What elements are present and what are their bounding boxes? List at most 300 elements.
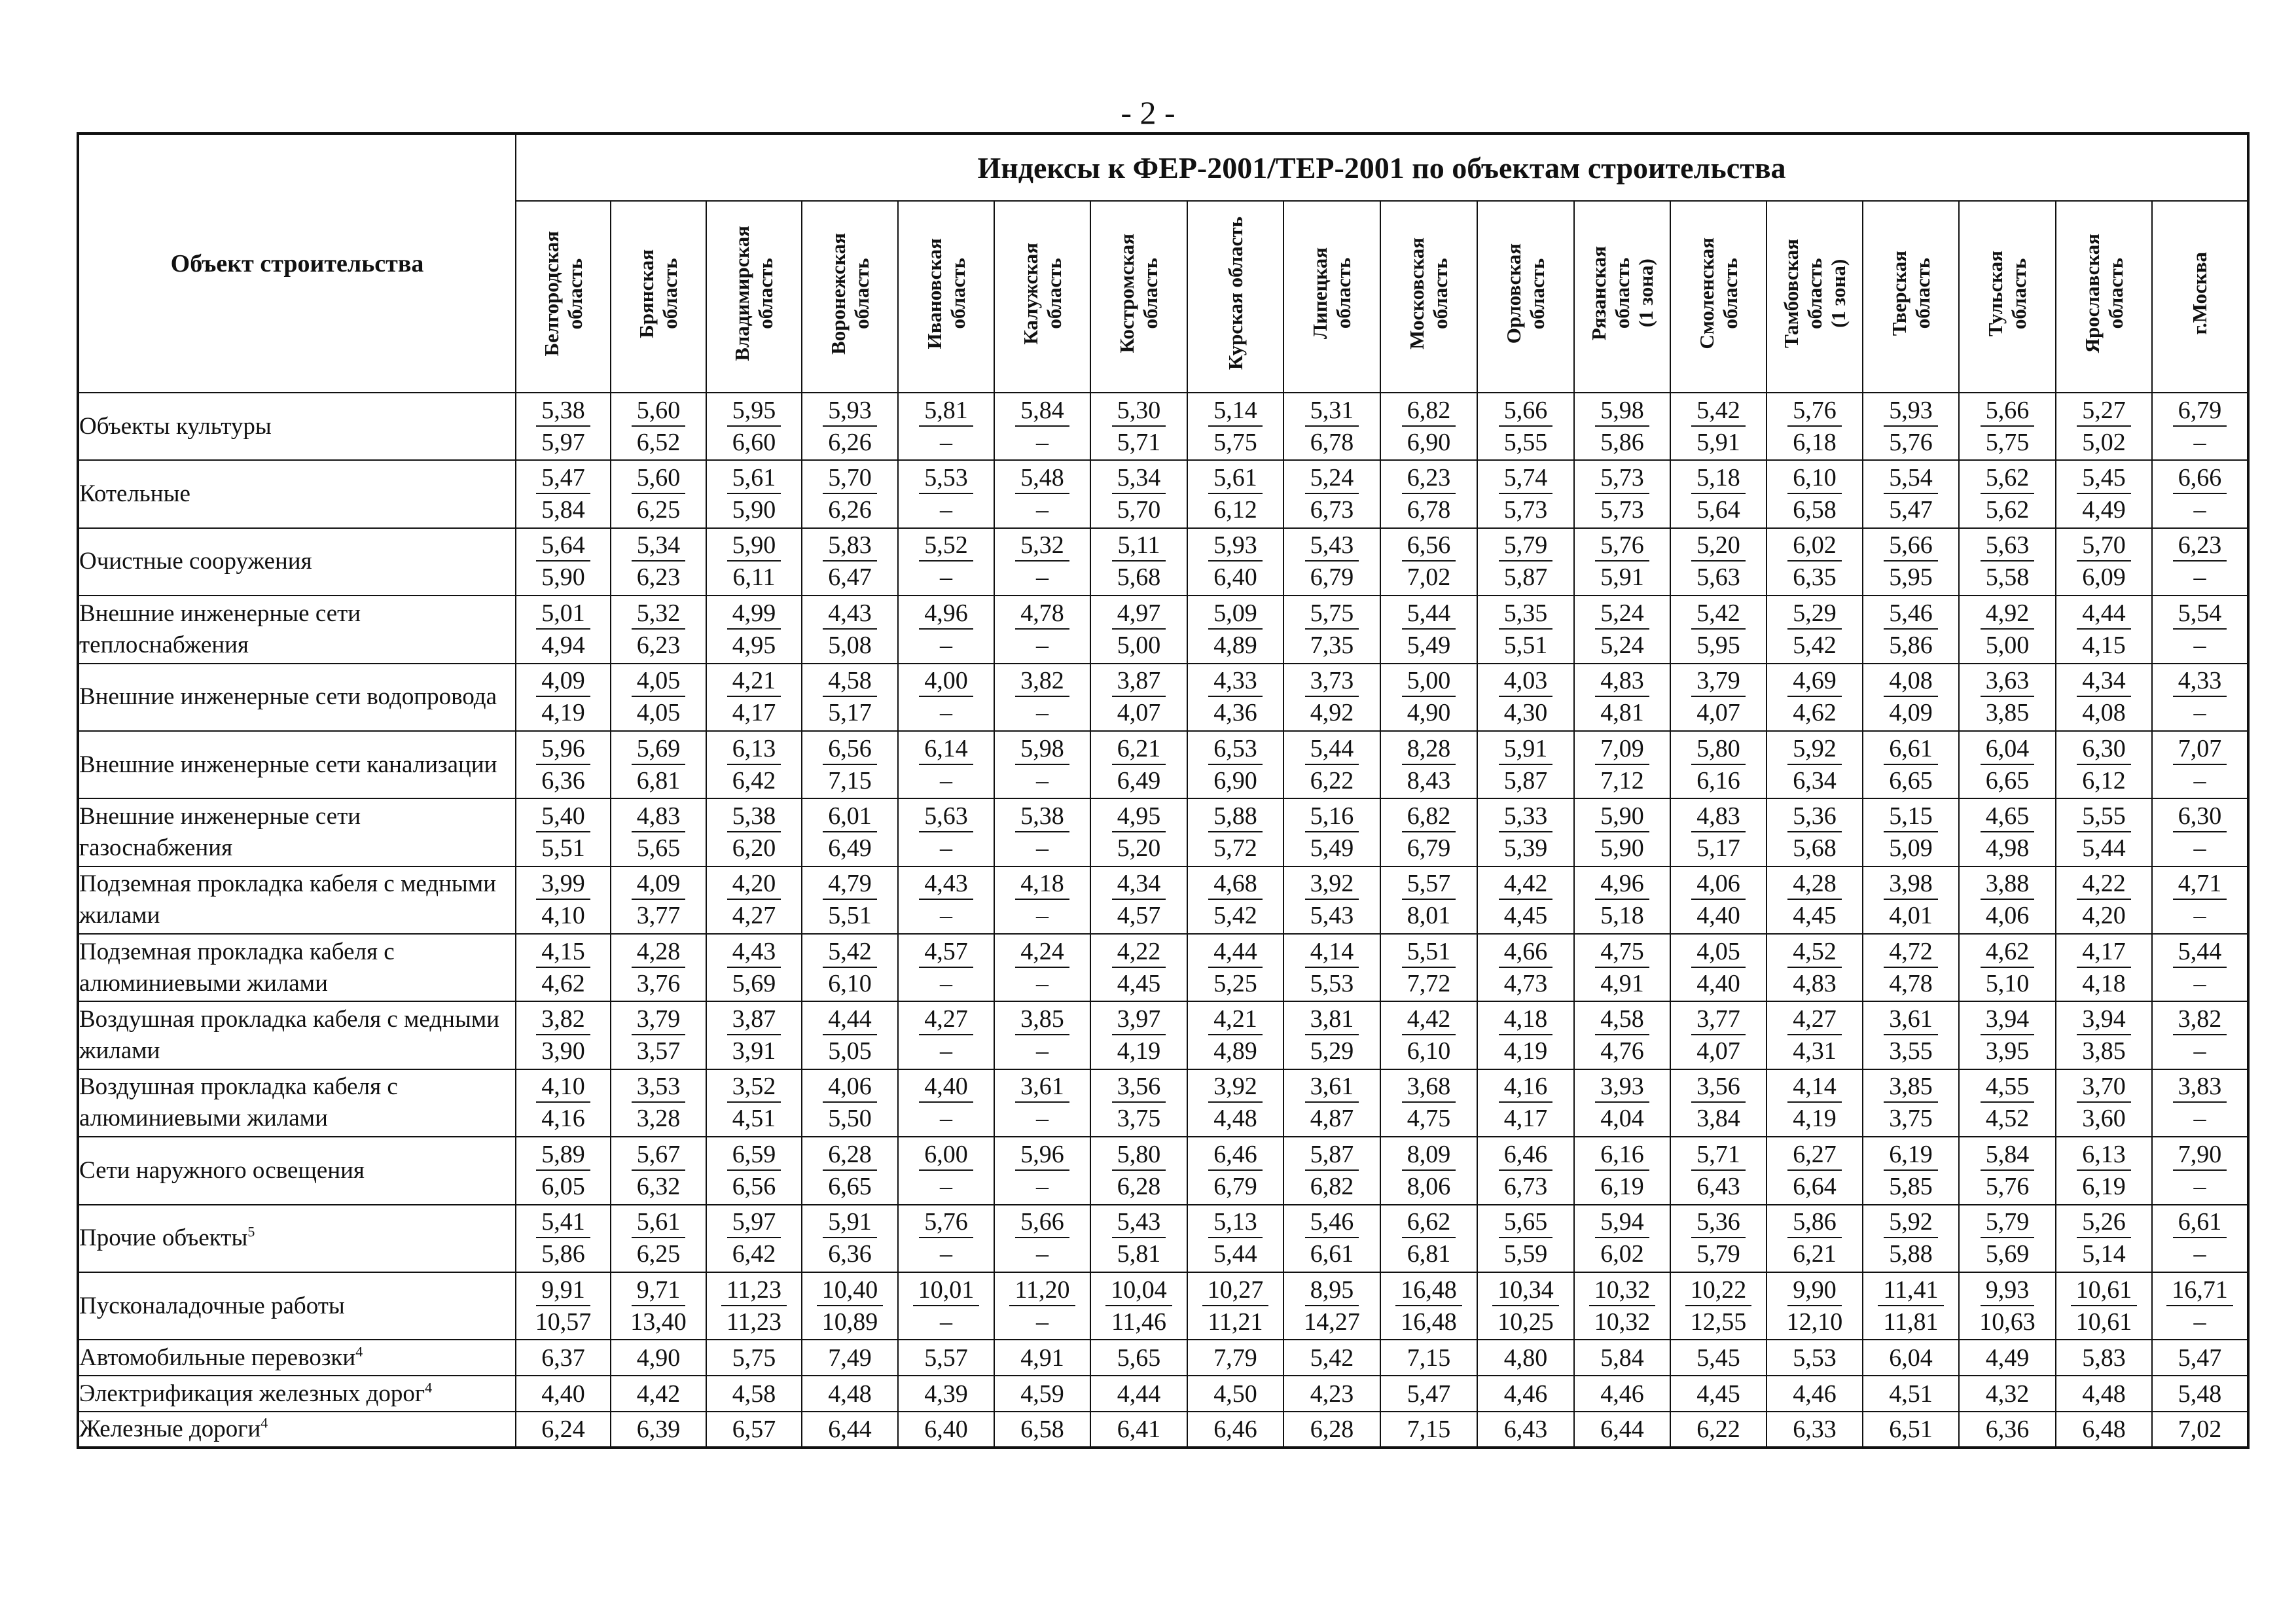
index-cell: [1574, 460, 1670, 527]
index-denominator: 4,07: [1696, 699, 1740, 727]
index-cell: 6,04: [1863, 1340, 1959, 1376]
index-denominator: 5,75: [1985, 428, 2030, 456]
index-numerator: 5,62: [1981, 463, 2035, 494]
index-numerator: 5,84: [1015, 395, 1069, 427]
index-numerator: 3,81: [1305, 1004, 1359, 1035]
index-denominator: 6,82: [1310, 1172, 1354, 1200]
index-numerator: 5,27: [2077, 395, 2131, 427]
index-cell: [1090, 798, 1187, 866]
index-denominator: 4,62: [541, 969, 585, 997]
index-denominator: 4,89: [1213, 1037, 1257, 1065]
index-numerator: 6,21: [1112, 734, 1166, 765]
index-cell: [1380, 1001, 1477, 1069]
index-cell: [898, 1069, 994, 1137]
index-cell: [611, 393, 706, 460]
index-cell: [1090, 1272, 1187, 1340]
index-denominator: 11,46: [1111, 1308, 1167, 1336]
object-name-text: Сети наружного освещения: [79, 1156, 365, 1184]
index-numerator: 5,86: [1787, 1207, 1842, 1238]
index-cell: [1090, 1001, 1187, 1069]
index-numerator: 8,28: [1402, 734, 1456, 765]
index-cell: 6,41: [1090, 1412, 1187, 1448]
index-denominator: 5,42: [1793, 631, 1837, 659]
index-numerator: 3,82: [536, 1004, 590, 1035]
index-numerator: 4,34: [2077, 666, 2131, 697]
index-cell: 6,51: [1863, 1412, 1959, 1448]
index-denominator: 6,42: [732, 766, 776, 794]
index-numerator: 5,64: [536, 530, 590, 562]
index-cell: 6,57: [706, 1412, 802, 1448]
index-cell: [1767, 1137, 1863, 1204]
index-denominator: 4,75: [1407, 1105, 1451, 1133]
index-cell: [1574, 393, 1670, 460]
index-numerator: 5,43: [1305, 530, 1359, 562]
index-numerator: 5,33: [1499, 801, 1553, 832]
index-numerator: 4,24: [1015, 936, 1069, 968]
index-numerator: 5,44: [1305, 734, 1359, 765]
index-cell: [994, 460, 1090, 527]
index-cell: [1670, 866, 1767, 934]
index-cell: [1670, 1205, 1767, 1272]
index-cell: 5,53: [1767, 1340, 1863, 1376]
index-cell: [1767, 934, 1863, 1001]
index-cell: [611, 528, 706, 596]
index-numerator: 5,13: [1208, 1207, 1263, 1238]
index-cell: 4,45: [1670, 1376, 1767, 1412]
index-cell: [1574, 731, 1670, 798]
index-denominator: –: [940, 766, 952, 794]
index-cell: [1477, 664, 1574, 731]
index-cell: [1090, 1069, 1187, 1137]
index-cell: [611, 1001, 706, 1069]
index-cell: [1767, 731, 1863, 798]
index-numerator: 3,99: [536, 868, 590, 900]
index-denominator: 6,35: [1793, 563, 1837, 592]
index-denominator: 6,02: [1600, 1240, 1644, 1268]
index-cell: [994, 1137, 1090, 1204]
index-denominator: 5,05: [828, 1037, 872, 1065]
index-numerator: 6,00: [919, 1139, 973, 1171]
index-cell: [2056, 596, 2152, 663]
index-cell: [611, 934, 706, 1001]
index-cell: 4,50: [1187, 1376, 1283, 1412]
index-cell: [1574, 934, 1670, 1001]
index-numerator: 3,87: [727, 1004, 781, 1035]
index-cell: [706, 1272, 802, 1340]
index-numerator: 5,80: [1112, 1139, 1166, 1171]
index-cell: 7,49: [802, 1340, 898, 1376]
index-numerator: 5,11: [1112, 530, 1165, 562]
index-denominator: 6,40: [1213, 563, 1257, 592]
index-cell: [1283, 1001, 1380, 1069]
index-cell: 5,57: [898, 1340, 994, 1376]
index-numerator: 5,63: [1981, 530, 2035, 562]
index-denominator: –: [1036, 496, 1049, 524]
index-cell: [1574, 528, 1670, 596]
object-name-text: Котельные: [79, 480, 190, 508]
index-cell: [1670, 934, 1767, 1001]
region-name: Липецкая область: [1308, 247, 1355, 340]
index-cell: [1380, 798, 1477, 866]
index-cell: [1670, 460, 1767, 527]
index-denominator: 11,23: [726, 1308, 782, 1336]
table-group-header: Индексы к ФЕР-2001/ТЕР-2001 по объектам строительства: [516, 134, 2248, 201]
index-cell: [802, 934, 898, 1001]
index-denominator: 10,25: [1498, 1308, 1554, 1336]
index-cell: 4,58: [706, 1376, 802, 1412]
index-numerator: 4,27: [1787, 1004, 1842, 1035]
index-numerator: 5,60: [632, 463, 686, 494]
index-denominator: 5,47: [1889, 496, 1933, 524]
index-denominator: 6,42: [732, 1240, 776, 1268]
index-denominator: 3,76: [636, 969, 681, 997]
index-cell: [1283, 460, 1380, 527]
index-denominator: 6,21: [1793, 1240, 1837, 1268]
index-numerator: 5,89: [536, 1139, 590, 1171]
index-denominator: 5,44: [1213, 1240, 1257, 1268]
index-numerator: 6,62: [1402, 1207, 1456, 1238]
index-cell: [1090, 934, 1187, 1001]
index-denominator: –: [940, 563, 952, 592]
index-denominator: 5,86: [1600, 428, 1644, 456]
index-numerator: 5,40: [536, 801, 590, 832]
index-cell: [1283, 866, 1380, 934]
region-name: Тульская область: [1984, 250, 2030, 337]
index-numerator: 6,23: [2173, 530, 2227, 562]
index-cell: [611, 866, 706, 934]
index-cell: [611, 1069, 706, 1137]
index-numerator: 4,92: [1981, 598, 2035, 630]
index-numerator: 10,40: [817, 1275, 884, 1306]
index-numerator: 5,66: [1015, 1207, 1069, 1238]
index-cell: [1863, 664, 1959, 731]
index-numerator: 5,61: [1208, 463, 1263, 494]
index-cell: 4,51: [1863, 1376, 1959, 1412]
index-cell: [898, 596, 994, 663]
index-cell: [1863, 798, 1959, 866]
index-cell: 5,84: [1574, 1340, 1670, 1376]
index-numerator: 5,94: [1595, 1207, 1649, 1238]
index-numerator: 5,66: [1884, 530, 1938, 562]
region-header: [1767, 201, 1863, 393]
index-denominator: 5,73: [1503, 496, 1548, 524]
index-denominator: –: [940, 699, 952, 727]
index-denominator: –: [940, 969, 952, 997]
region-header: [2152, 201, 2248, 393]
table-row: [78, 866, 2248, 934]
index-cell: [2056, 1001, 2152, 1069]
index-denominator: 4,62: [1793, 699, 1837, 727]
index-numerator: 3,98: [1884, 868, 1938, 900]
index-denominator: 6,58: [1793, 496, 1837, 524]
index-denominator: 5,59: [1503, 1240, 1548, 1268]
index-numerator: 16,71: [2166, 1275, 2233, 1306]
index-numerator: 5,57: [1402, 868, 1456, 900]
index-cell: [1477, 393, 1574, 460]
index-numerator: 5,93: [823, 395, 877, 427]
index-cell: [1670, 664, 1767, 731]
index-denominator: 6,49: [1117, 766, 1161, 794]
index-denominator: 5,64: [1696, 496, 1740, 524]
index-numerator: 5,70: [823, 463, 877, 494]
index-cell: [898, 934, 994, 1001]
index-denominator: 5,87: [1503, 766, 1548, 794]
index-numerator: 5,43: [1112, 1207, 1166, 1238]
index-numerator: 5,35: [1499, 598, 1553, 630]
index-cell: 4,39: [898, 1376, 994, 1412]
index-numerator: 9,90: [1787, 1275, 1842, 1306]
index-numerator: 6,66: [2173, 463, 2227, 494]
object-name-text: Внешние инженерные сети газоснабжения: [79, 802, 361, 861]
object-name: [78, 731, 516, 798]
index-numerator: 5,55: [2077, 801, 2131, 832]
index-cell: [1477, 731, 1574, 798]
table-row: [78, 1069, 2248, 1137]
index-cell: 7,15: [1380, 1412, 1477, 1448]
index-numerator: 5,81: [919, 395, 973, 427]
index-numerator: 5,31: [1305, 395, 1359, 427]
index-cell: [994, 1069, 1090, 1137]
index-cell: [2152, 1069, 2248, 1137]
index-cell: [994, 798, 1090, 866]
index-cell: [516, 1272, 611, 1340]
index-numerator: 4,21: [727, 666, 781, 697]
index-denominator: –: [940, 1240, 952, 1268]
index-numerator: 11,23: [721, 1275, 787, 1306]
object-name: [78, 1376, 516, 1412]
index-denominator: 6,32: [636, 1172, 681, 1200]
index-cell: [1863, 866, 1959, 934]
index-numerator: 4,00: [919, 666, 973, 697]
index-cell: [1670, 1001, 1767, 1069]
index-numerator: 4,14: [1787, 1071, 1842, 1103]
index-denominator: –: [1036, 699, 1049, 727]
index-cell: [802, 1137, 898, 1204]
index-denominator: –: [2193, 969, 2206, 997]
index-numerator: 3,82: [2173, 1004, 2227, 1035]
index-cell: [1187, 866, 1283, 934]
index-denominator: 5,44: [2082, 834, 2126, 862]
index-cell: [1477, 1137, 1574, 1204]
index-cell: [802, 528, 898, 596]
index-numerator: 3,92: [1305, 868, 1359, 900]
index-numerator: 6,19: [1884, 1139, 1938, 1171]
index-cell: [898, 1205, 994, 1272]
index-cell: [2152, 1001, 2248, 1069]
index-numerator: 3,97: [1112, 1004, 1166, 1035]
index-denominator: 5,58: [1985, 563, 2030, 592]
index-numerator: 3,73: [1305, 666, 1359, 697]
index-numerator: 4,79: [823, 868, 877, 900]
index-numerator: 4,95: [1112, 801, 1166, 832]
index-cell: [1767, 528, 1863, 596]
index-cell: [1959, 1069, 2056, 1137]
index-numerator: 6,02: [1787, 530, 1842, 562]
index-numerator: 4,34: [1112, 868, 1166, 900]
index-numerator: 4,75: [1595, 936, 1649, 968]
index-cell: [1380, 528, 1477, 596]
index-cell: [2152, 596, 2248, 663]
index-denominator: 4,16: [541, 1105, 585, 1133]
index-cell: 5,45: [1670, 1340, 1767, 1376]
index-numerator: 8,09: [1402, 1139, 1456, 1171]
region-header: [1574, 201, 1670, 393]
index-cell: [2152, 1205, 2248, 1272]
index-numerator: 5,47: [536, 463, 590, 494]
region-name: Рязанская область (1 зона): [1587, 246, 1657, 341]
index-numerator: 5,76: [1595, 530, 1649, 562]
index-denominator: 5,86: [1889, 631, 1933, 659]
index-denominator: 4,73: [1503, 969, 1548, 997]
index-cell: [1863, 731, 1959, 798]
index-cell: [2056, 731, 2152, 798]
index-denominator: 4,06: [1985, 902, 2030, 930]
index-numerator: 5,34: [632, 530, 686, 562]
object-name-text: Внешние инженерные сети теплоснабжения: [79, 599, 361, 658]
index-denominator: 4,09: [1889, 699, 1933, 727]
index-denominator: 5,25: [1213, 969, 1257, 997]
index-cell: [1863, 934, 1959, 1001]
index-denominator: 4,17: [1503, 1105, 1548, 1133]
index-denominator: 4,81: [1600, 699, 1644, 727]
footnote-marker: 5: [247, 1223, 255, 1240]
index-numerator: 5,65: [1499, 1207, 1553, 1238]
index-denominator: 4,92: [1310, 699, 1354, 727]
footnote-marker: 4: [355, 1343, 363, 1360]
index-cell: [706, 1069, 802, 1137]
index-cell: [994, 1205, 1090, 1272]
index-cell: [1863, 1001, 1959, 1069]
index-cell: [516, 798, 611, 866]
object-name-text: Пусконаладочные работы: [79, 1292, 345, 1319]
index-denominator: 11,21: [1208, 1308, 1263, 1336]
index-denominator: –: [1036, 1172, 1049, 1200]
region-header: [1283, 201, 1380, 393]
region-header: [516, 201, 611, 393]
region-header: [994, 201, 1090, 393]
index-cell: [1959, 866, 2056, 934]
index-cell: [898, 866, 994, 934]
index-denominator: 4,19: [1503, 1037, 1548, 1065]
index-cell: [1380, 596, 1477, 663]
index-denominator: –: [2193, 1037, 2206, 1065]
index-cell: 4,42: [611, 1376, 706, 1412]
index-denominator: 3,95: [1985, 1037, 2030, 1065]
index-denominator: 5,95: [1696, 631, 1740, 659]
index-numerator: 9,91: [536, 1275, 590, 1306]
region-name: Ивановская область: [922, 238, 969, 349]
index-denominator: 6,90: [1407, 428, 1451, 456]
index-denominator: 5,73: [1600, 496, 1644, 524]
index-denominator: 6,19: [2082, 1172, 2126, 1200]
index-cell: [2152, 731, 2248, 798]
index-denominator: –: [2193, 699, 2206, 727]
region-header: [1187, 201, 1283, 393]
index-denominator: 5,39: [1503, 834, 1548, 862]
index-denominator: 6,18: [1793, 428, 1837, 456]
index-denominator: 5,69: [732, 969, 776, 997]
index-numerator: 5,90: [1595, 801, 1649, 832]
index-denominator: 5,68: [1793, 834, 1837, 862]
index-cell: [516, 1001, 611, 1069]
index-cell: [1283, 596, 1380, 663]
index-numerator: 6,01: [823, 801, 877, 832]
index-table: [77, 132, 2250, 1449]
index-cell: [898, 798, 994, 866]
index-numerator: 6,53: [1208, 734, 1263, 765]
index-numerator: 6,56: [1402, 530, 1456, 562]
index-cell: [2152, 528, 2248, 596]
region-name: Тверская область: [1887, 251, 1934, 336]
object-name-text: Прочие объекты: [79, 1224, 248, 1252]
index-cell: 6,24: [516, 1412, 611, 1448]
index-denominator: –: [2193, 1240, 2206, 1268]
index-denominator: 7,35: [1310, 631, 1354, 659]
index-numerator: 4,66: [1499, 936, 1553, 968]
table-row: [78, 1376, 2248, 1412]
index-cell: [802, 866, 898, 934]
table-row: [78, 1001, 2248, 1069]
index-denominator: 5,76: [1889, 428, 1933, 456]
index-denominator: 5,81: [1117, 1240, 1161, 1268]
index-denominator: 6,19: [1600, 1172, 1644, 1200]
index-numerator: 5,42: [1691, 598, 1746, 630]
region-header: [802, 201, 898, 393]
index-denominator: 4,17: [732, 699, 776, 727]
index-cell: [516, 731, 611, 798]
index-numerator: 4,06: [1691, 868, 1746, 900]
index-numerator: 6,30: [2173, 801, 2227, 832]
index-denominator: –: [940, 1037, 952, 1065]
index-denominator: 5,09: [1889, 834, 1933, 862]
index-denominator: 5,51: [541, 834, 585, 862]
index-cell: 5,83: [2056, 1340, 2152, 1376]
index-denominator: –: [1036, 631, 1049, 659]
index-cell: [2152, 798, 2248, 866]
index-cell: [2056, 1272, 2152, 1340]
index-numerator: 5,32: [1015, 530, 1069, 562]
index-numerator: 4,33: [1208, 666, 1263, 697]
index-denominator: 4,40: [1696, 902, 1740, 930]
index-denominator: 3,55: [1889, 1037, 1933, 1065]
index-denominator: –: [940, 834, 952, 862]
region-name: Калужская область: [1018, 242, 1066, 345]
index-cell: [1187, 798, 1283, 866]
index-cell: [994, 393, 1090, 460]
index-numerator: 4,33: [2173, 666, 2227, 697]
region-name: Костромская область: [1115, 234, 1162, 353]
index-numerator: 10,04: [1105, 1275, 1172, 1306]
index-numerator: 5,98: [1015, 734, 1069, 765]
index-cell: 4,48: [2056, 1376, 2152, 1412]
index-numerator: 7,09: [1595, 734, 1649, 765]
index-denominator: 5,50: [828, 1105, 872, 1133]
index-cell: [1767, 1001, 1863, 1069]
index-cell: [516, 866, 611, 934]
index-numerator: 5,18: [1691, 463, 1746, 494]
index-denominator: 4,07: [1117, 699, 1161, 727]
index-denominator: 6,36: [828, 1240, 872, 1268]
index-cell: [1670, 1069, 1767, 1137]
index-cell: [1090, 1205, 1187, 1272]
index-denominator: 5,68: [1117, 563, 1161, 592]
index-numerator: 4,05: [1691, 936, 1746, 968]
index-denominator: 10,63: [1979, 1308, 2036, 1336]
index-numerator: 4,55: [1981, 1071, 2035, 1103]
index-cell: [1863, 1137, 1959, 1204]
index-denominator: –: [940, 428, 952, 456]
index-cell: [1863, 596, 1959, 663]
